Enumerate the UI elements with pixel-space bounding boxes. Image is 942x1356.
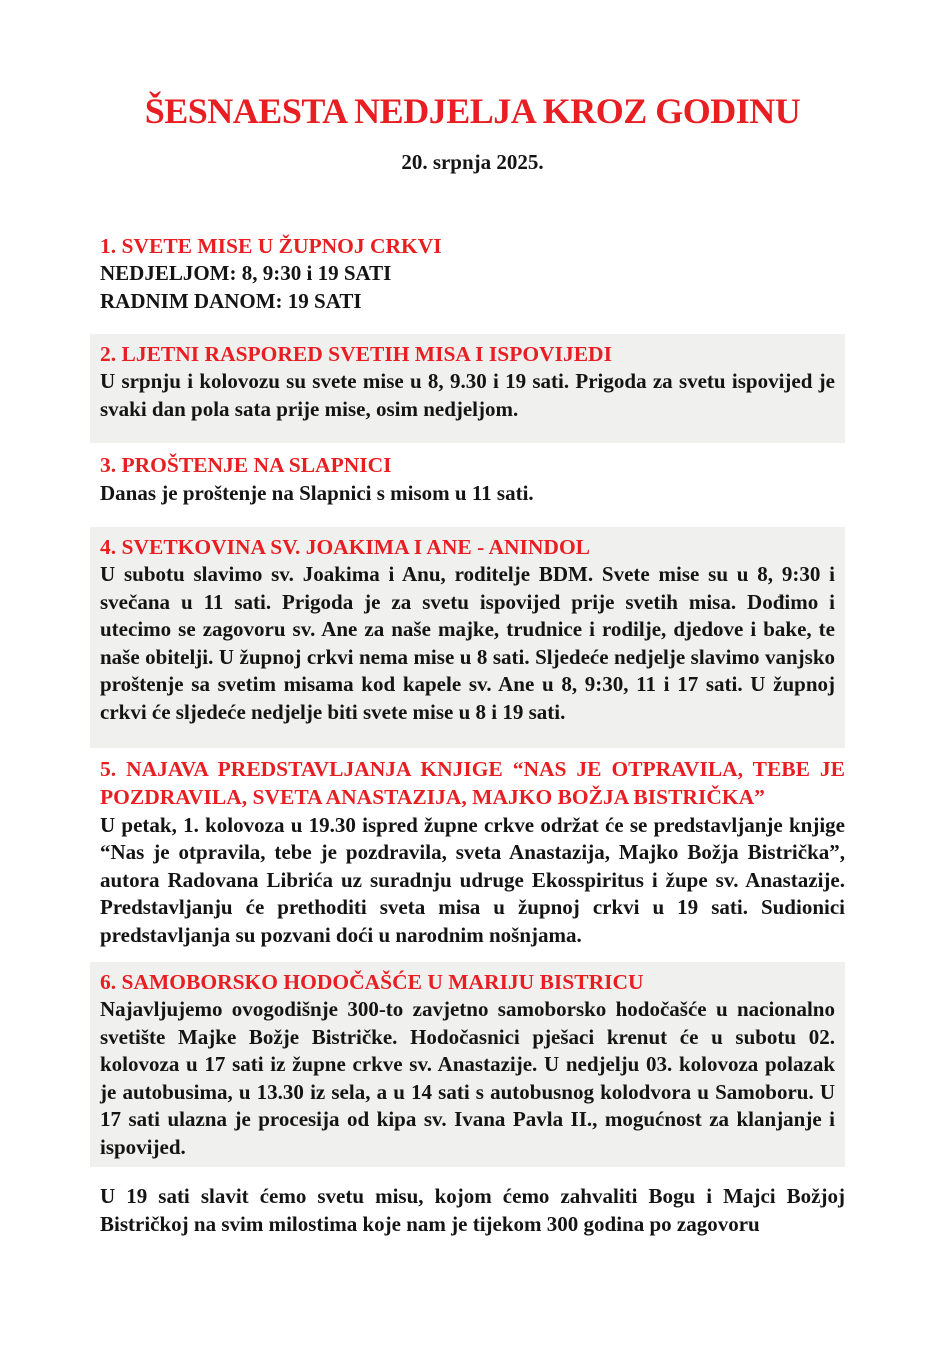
section-pilgrimage-body: Najavljujemo ovogodišnje 300-to zavjetno samoborsko hodočašće u nacionalno svetište Majke Božje Bistričke. Hodočasnici pješaci krenut će u subotu 02. kolovoza u 17 sati iz župne crkve sv. Anastazije. U nedjelju 03. kolovoza polazak je autobusima, u 13.30 iz sela, a u 14 sati s autobusnog kolodvora u Samoboru. U 17 sati ulazna je procesija od kipa sv. Ivana Pavla II., mogućnost za klanjanje i ispovijed. (100, 997, 835, 1159)
section-joakim-ana (90, 527, 845, 748)
section-joakim-ana-heading: 4. SVETKOVINA SV. JOAKIMA I ANE - ANINDOL (100, 535, 591, 560)
section-slapnica-feast (100, 451, 845, 507)
section-pilgrimage (90, 962, 845, 1167)
section-pilgrimage-heading: 6. SAMOBORSKO HODOČAŠĆE U MARIJU BISTRICU (100, 970, 644, 995)
section-summer-schedule-heading: 2. LJETNI RASPORED SVETIH MISA I ISPOVIJEDI (100, 342, 612, 367)
section-book-presentation-body: U petak, 1. kolovoza u 19.30 ispred župne crkve održat će se predstavljanje knjige “Nas je otpravila, tebe je pozdravila, sveta Anastazija, Majko Božja Bistrička”, autora Radovana Librića uz suradnju udruge Ekosspiritus i župe sv. Anastazije. Predstavljanju će prethoditi sveta misa u župnoj crkvi u 19 sati. Sudionici predstavljanja su pozvani doći u narodnim nošnjama. (100, 812, 845, 947)
section-book-presentation-heading: 5. NAJAVA PREDSTAVLJANJA KNJIGE “NAS JE OTPRAVILA, TEBE JE POZDRAVILA, SVETA ANASTAZIJA, MAJKO BOŽJA BISTRIČKA” (100, 757, 845, 810)
page-title: ŠESNAESTA NEDJELJA KROZ GODINU (144, 91, 801, 131)
section-pilgrimage-continued: U 19 sati slavit ćemo svetu misu, kojom ćemo zahvaliti Bogu i Majci Božjoj Bistričkoj na svim milostima koje nam je tijekom 300 godina po zagovoru (100, 1184, 845, 1236)
mass-times-sunday-line: NEDJELJOM: 8, 9:30 i 19 SATI (100, 261, 392, 286)
bulletin-date: 20. srpnja 2025. (401, 149, 544, 174)
section-book-presentation (100, 755, 845, 949)
section-joakim-ana-body: U subotu slavimo sv. Joakima i Anu, roditelje BDM. Svete mise su u 8, 9:30 i svečana u 11 sati. Prigoda je za svetu ispovijed prije svetih misa. Dođimo i utecimo se zagovoru sv. Ane za naše majke, trudnice i rodilje, djedove i bake, te naše obitelji. U župnoj crkvi nema mise u 8 sati. Sljedeće nedjelje slavimo vanjsko proštenje sa svetim misama kod kapele sv. Ane u 8, 9:30, 11 i 17 sati. U župnoj crkvi će sljedeće nedjelje biti svete mise u 8 i 19 sati. (100, 562, 835, 724)
section-slapnica-feast-body: Danas je proštenje na Slapnici s misom u 11 sati. (100, 480, 534, 505)
section-mass-times (100, 232, 845, 315)
section-slapnica-feast-heading: 3. PROŠTENJE NA SLAPNICI (100, 453, 392, 478)
section-summer-schedule (90, 334, 845, 443)
section-mass-times-heading: 1. SVETE MISE U ŽUPNOJ CRKVI (100, 234, 442, 259)
section-summer-schedule-body: U srpnju i kolovozu su svete mise u 8, 9.30 i 19 sati. Prigoda za svetu ispovijed je svaki dan pola sata prije mise, osim nedjeljom. (100, 369, 835, 421)
mass-times-weekday-line: RADNIM DANOM: 19 SATI (100, 288, 362, 313)
